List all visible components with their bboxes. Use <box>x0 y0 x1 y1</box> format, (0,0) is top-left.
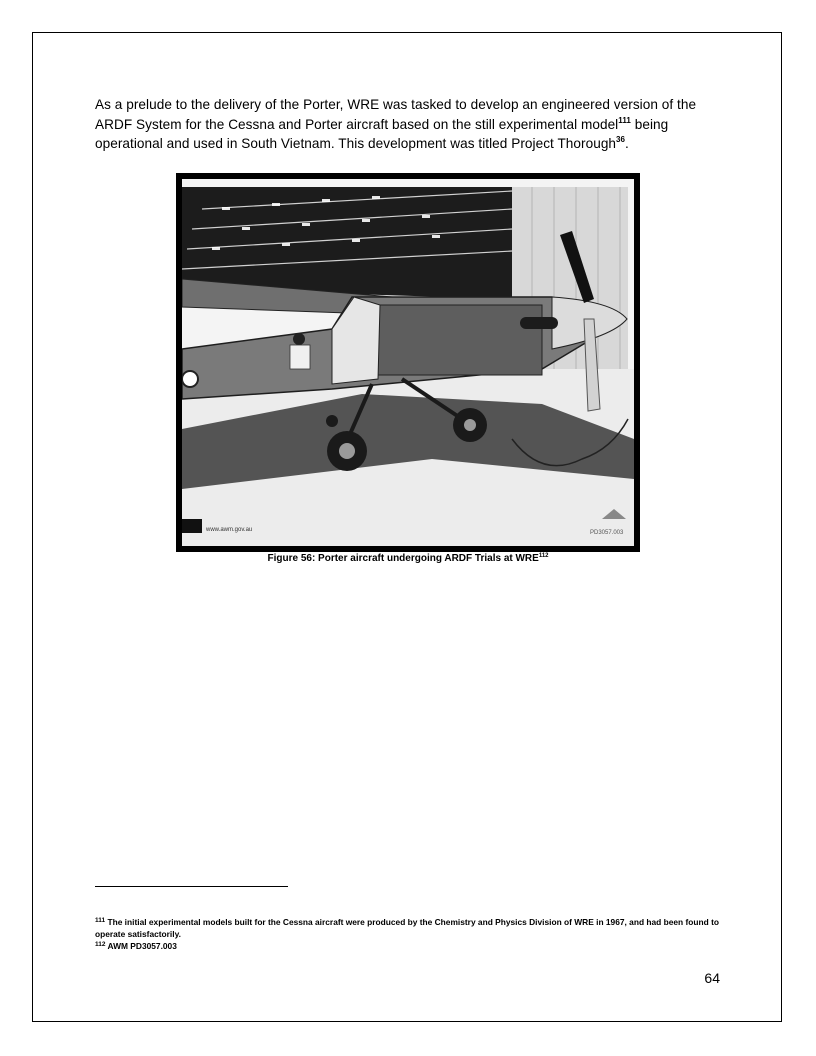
watermark-left: www.awm.gov.au <box>206 527 253 533</box>
figure-caption <box>176 553 640 564</box>
body-text-part-3: . <box>625 136 629 151</box>
body-text-part-2: being operational and used in South Vietnam. This development was titled Project Thorough <box>95 116 669 151</box>
body-text-part-1: As a prelude to the delivery of the Porter, WRE was tasked to develop an engineered version of the ARDF System for the Cessna and Porter aircraft based on the still experimental model <box>95 97 697 132</box>
footnote-number: 111 <box>95 917 106 924</box>
footnote-text: The initial experimental models built for the Cessna aircraft were produced by the Chemistry and Physics Division of WRE in 1967, and had been found to operate satisfactorily. <box>95 917 719 939</box>
figure-photo-frame <box>176 173 640 552</box>
body-paragraph <box>95 95 725 154</box>
watermark-right: PD3057.003 <box>590 530 624 536</box>
footnote-111 <box>95 916 725 940</box>
footnote-ref-112[interactable]: 112 <box>538 553 549 559</box>
page-number: 64 <box>704 970 720 986</box>
footnote-112 <box>95 940 725 952</box>
porter-aircraft-photo <box>182 179 634 546</box>
footnote-text: AWM PD3057.003 <box>105 941 177 951</box>
footnote-separator <box>95 886 288 887</box>
footnotes-section <box>95 916 725 952</box>
footnote-ref-111[interactable]: 111 <box>618 115 631 125</box>
figure-caption-text: Figure 56: Porter aircraft undergoing ARDF Trials at WRE <box>267 553 539 564</box>
reference-36: 36 <box>616 135 626 144</box>
footnote-number: 112 <box>95 941 106 948</box>
